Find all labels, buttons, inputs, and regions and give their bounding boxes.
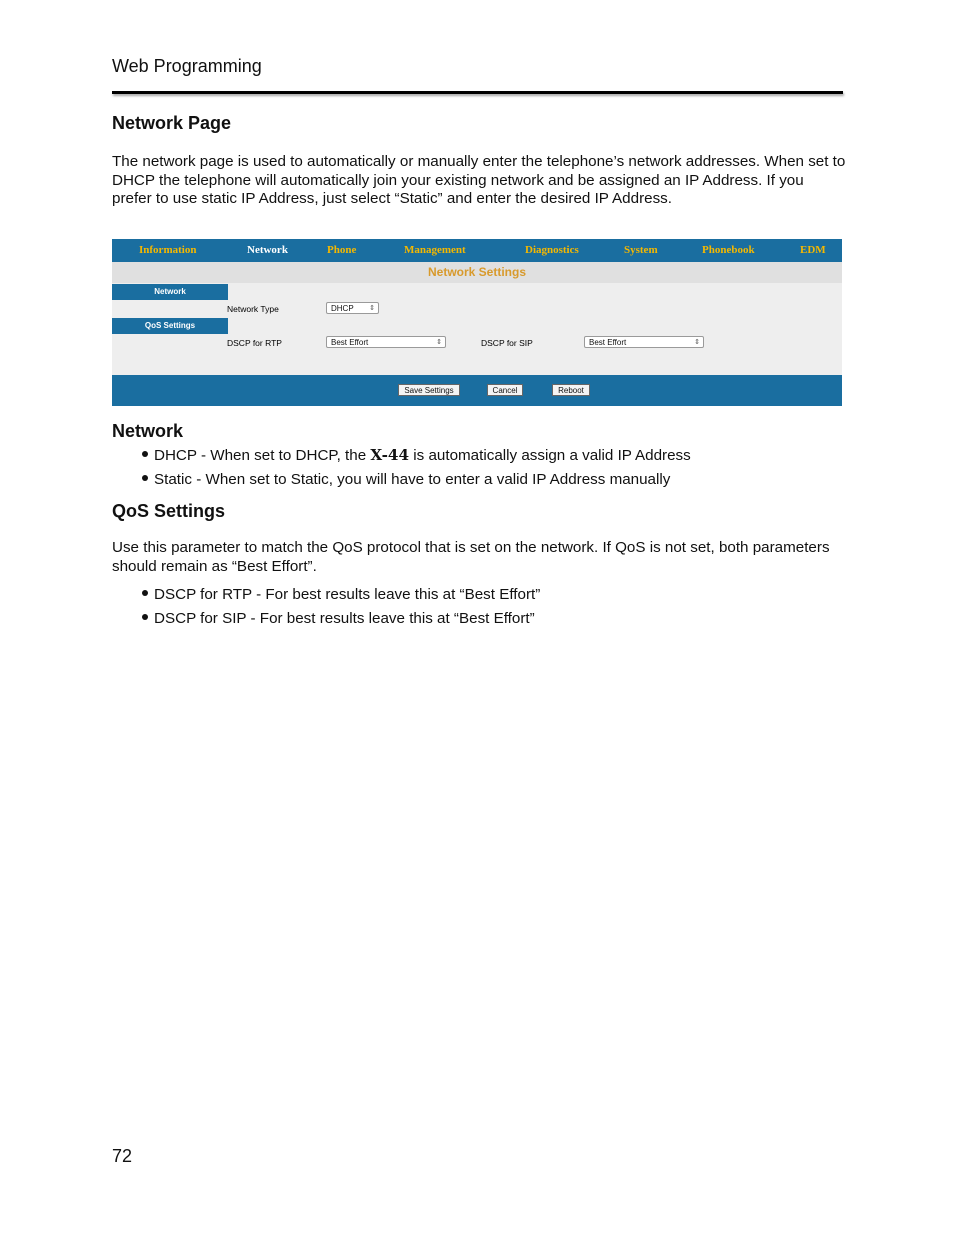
side-menu-qos-settings[interactable]: QoS Settings bbox=[112, 318, 228, 334]
dscp-sip-label: DSCP for SIP bbox=[481, 338, 533, 348]
settings-title-bar bbox=[112, 262, 842, 283]
network-type-label: Network Type bbox=[227, 304, 279, 314]
page-number: 72 bbox=[112, 1146, 133, 1166]
network-type-select[interactable] bbox=[326, 302, 379, 314]
network-settings-screenshot bbox=[112, 239, 842, 406]
qos-settings-heading: QoS Settings bbox=[112, 501, 226, 521]
reboot-button[interactable]: Reboot bbox=[552, 384, 590, 396]
network-page-description: The network page is used to automatically or manually enter the telephone’s network addresses. When set to DHCP the telephone will automatically join your existing network and be assigned an IP Address. If you prefer to use static IP Address, just select “Static” and enter the desired IP Address. bbox=[112, 153, 846, 208]
dscp-rtp-label: DSCP for RTP bbox=[227, 338, 282, 348]
nav-tab-network[interactable]: Network bbox=[247, 244, 288, 256]
select-arrows-icon: ⇕ bbox=[436, 339, 442, 346]
select-arrows-icon: ⇕ bbox=[694, 339, 700, 346]
bullet-text: DSCP for RTP - For best results leave this at “Best Effort” bbox=[154, 586, 541, 603]
nav-tab-phonebook[interactable]: Phonebook bbox=[702, 244, 755, 256]
dscp-rtp-value: Best Effort bbox=[331, 338, 369, 347]
product-name: X-44 bbox=[370, 446, 410, 464]
bullet-text: DSCP for SIP - For best results leave this at “Best Effort” bbox=[154, 610, 535, 627]
nav-tab-information[interactable]: Information bbox=[139, 244, 197, 256]
bullet-icon bbox=[142, 614, 148, 620]
dscp-rtp-select[interactable] bbox=[326, 336, 446, 348]
button-bar bbox=[112, 375, 842, 406]
bullet-icon bbox=[142, 451, 148, 457]
dscp-sip-value: Best Effort bbox=[589, 338, 627, 347]
bullet-icon bbox=[142, 590, 148, 596]
nav-tab-diagnostics[interactable]: Diagnostics bbox=[525, 244, 579, 256]
list-item bbox=[142, 586, 540, 604]
side-menu-network[interactable]: Network bbox=[112, 284, 228, 300]
dscp-sip-select[interactable] bbox=[584, 336, 704, 348]
header-rule bbox=[112, 91, 843, 94]
list-item bbox=[142, 610, 535, 628]
network-heading: Network bbox=[112, 421, 184, 441]
cancel-button[interactable]: Cancel bbox=[487, 384, 523, 396]
list-item bbox=[142, 471, 670, 489]
nav-tab-edm[interactable]: EDM bbox=[800, 244, 826, 256]
bullet-text-prefix: DHCP - When set to DHCP, the bbox=[154, 447, 371, 464]
nav-bar bbox=[112, 239, 842, 262]
bullet-text: Static - When set to Static, you will have to enter a valid IP Address manually bbox=[154, 471, 671, 488]
select-arrows-icon: ⇕ bbox=[369, 305, 375, 312]
qos-description: Use this parameter to match the QoS protocol that is set on the network. If QoS is not set, both parameters should remain as “Best Effort”. bbox=[112, 539, 830, 575]
settings-title: Network Settings bbox=[427, 265, 526, 279]
nav-tab-phone[interactable]: Phone bbox=[327, 244, 357, 256]
nav-tab-management[interactable]: Management bbox=[404, 244, 466, 256]
list-item bbox=[142, 446, 691, 465]
bullet-icon bbox=[142, 475, 148, 481]
network-page-heading: Network Page bbox=[112, 113, 232, 133]
bullet-text-suffix: is automatically assign a valid IP Address bbox=[409, 447, 691, 464]
nav-tab-system[interactable]: System bbox=[624, 244, 658, 256]
save-settings-button[interactable]: Save Settings bbox=[398, 384, 460, 396]
network-type-value: DHCP bbox=[331, 304, 354, 313]
running-header: Web Programming bbox=[112, 56, 262, 76]
